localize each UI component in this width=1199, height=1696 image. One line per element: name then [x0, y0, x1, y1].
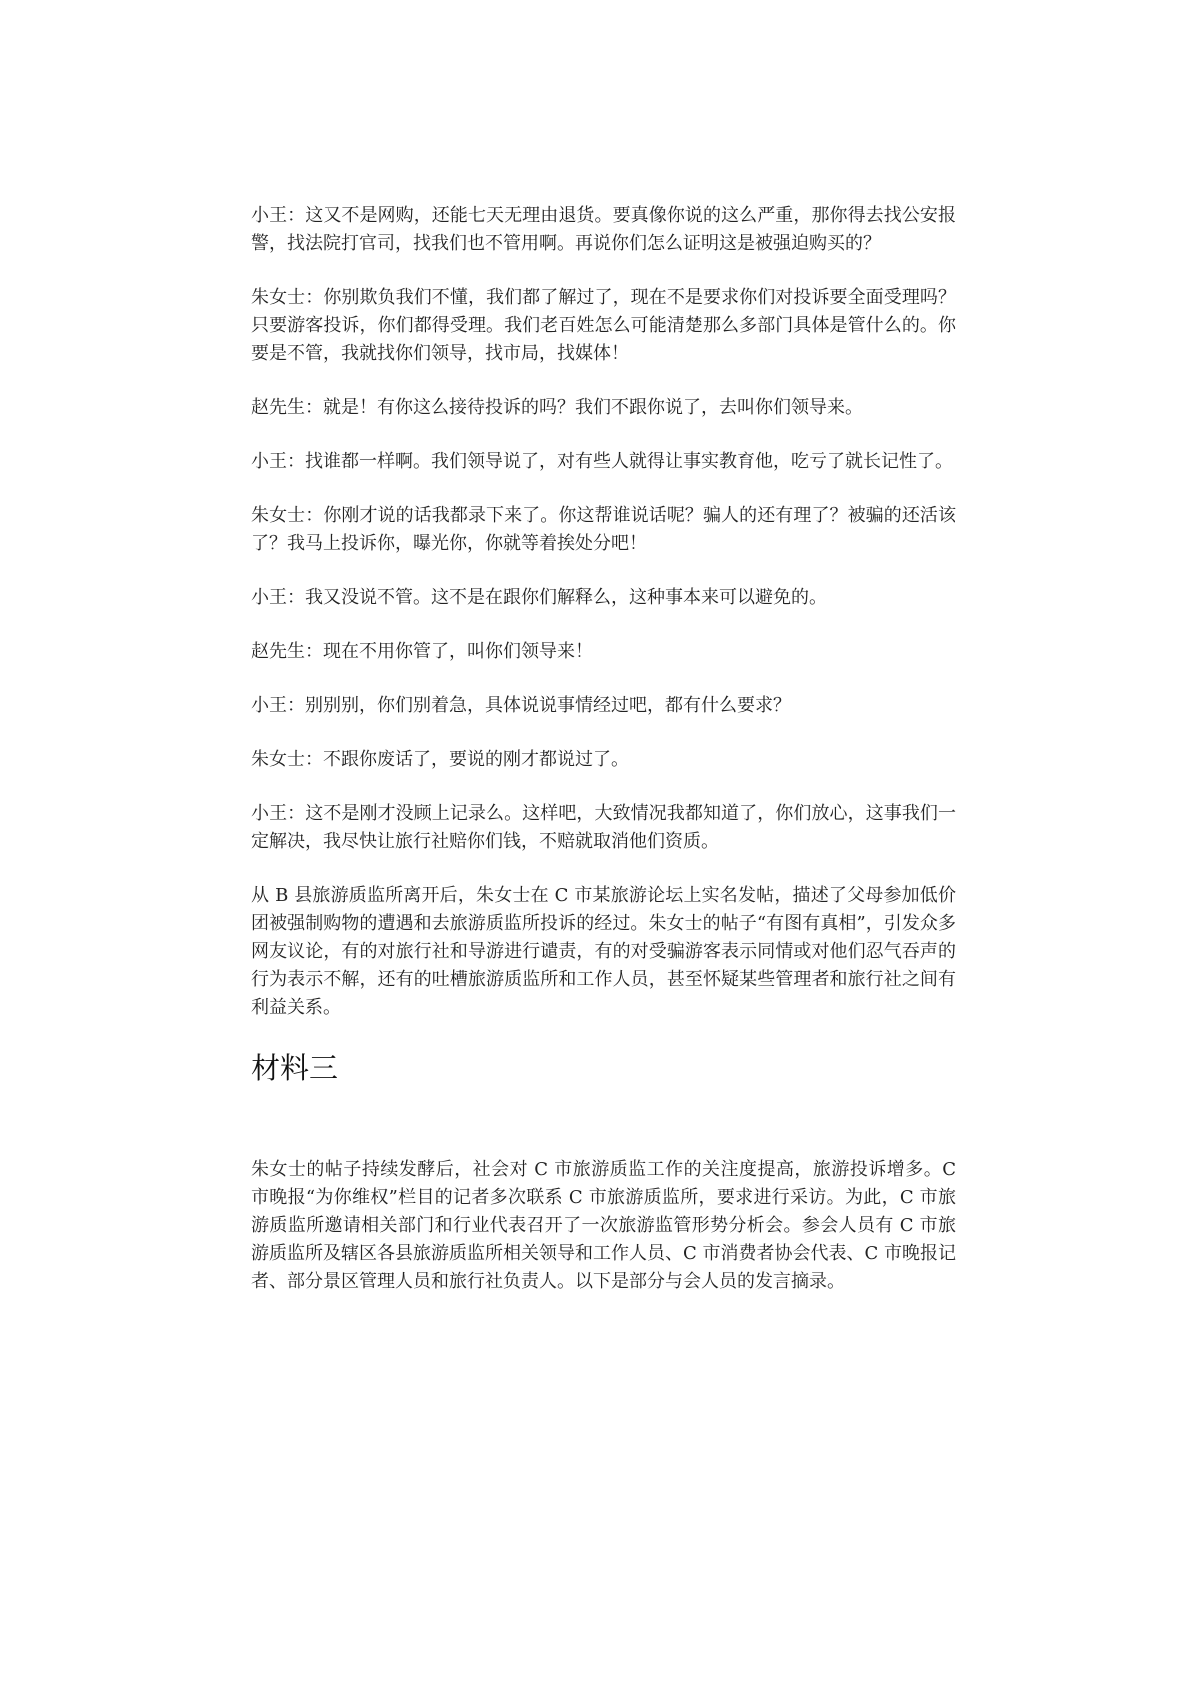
dialogue-paragraph: 朱女士：你别欺负我们不懂，我们都了解过了，现在不是要求你们对投诉要全面受理吗？只要游客投诉，你们都得受理。我们老百姓怎么可能清楚那么多部门具体是管什么的。你要是不管，我就找你们领导，找市局，找媒体！ [251, 287, 956, 364]
dialogue-paragraph: 朱女士：不跟你废话了，要说的刚才都说过了。 [251, 749, 629, 770]
dialogue-paragraph: 朱女士：你刚才说的话我都录下来了。你这帮谁说话呢？骗人的还有理了？被骗的还活该了？我马上投诉你，曝光你，你就等着挨处分吧！ [251, 505, 956, 554]
dialogue-paragraph: 小王：找谁都一样啊。我们领导说了，对有些人就得让事实教育他，吃亏了就长记性了。 [251, 451, 953, 472]
dialogue-paragraph: 小王：这又不是网购，还能七天无理由退货。要真像你说的这么严重，那你得去找公安报警，找法院打官司，找我们也不管用啊。再说你们怎么证明这是被强迫购买的？ [251, 205, 956, 254]
section-heading: 材料三 [251, 1051, 339, 1085]
dialogue-paragraph: 小王：别别别，你们别着急，具体说说事情经过吧，都有什么要求？ [251, 695, 791, 716]
dialogue-paragraph: 赵先生：就是！有你这么接待投诉的吗？我们不跟你说了，去叫你们领导来。 [251, 397, 863, 418]
dialogue-paragraph: 赵先生：现在不用你管了，叫你们领导来！ [251, 641, 593, 662]
document-body [251, 202, 956, 1322]
narrative-paragraph: 从 B 县旅游质监所离开后，朱女士在 C 市某旅游论坛上实名发帖，描述了父母参加低价团被强制购物的遭遇和去旅游质监所投诉的经过。朱女士的帖子“有图有真相”，引发众多网友议论，有的对旅行社和导游进行谴责，有的对受骗游客表示同情或对他们忍气吞声的行为表示不解，还有的吐槽旅游质监所和工作人员，甚至怀疑某些管理者和旅行社之间有利益关系。 [251, 885, 956, 1018]
dialogue-paragraph: 小王：我又没说不管。这不是在跟你们解释么，这种事本来可以避免的。 [251, 587, 827, 608]
narrative-paragraph: 朱女士的帖子持续发酵后，社会对 C 市旅游质监工作的关注度提高，旅游投诉增多。C 市晚报“为你维权”栏目的记者多次联系 C 市旅游质监所，要求进行采访。为此，C 市旅游质监所邀请相关部门和行业代表召开了一次旅游监管形势分析会。参会人员有 C 市旅游质监所及辖区各县旅游质监所相关领导和工作人员、C 市消费者协会代表、C 市晚报记者、部分景区管理人员和旅行社负责人。以下是部分与会人员的发言摘录。 [251, 1159, 956, 1292]
dialogue-paragraph: 小王：这不是刚才没顾上记录么。这样吧，大致情况我都知道了，你们放心，这事我们一定解决，我尽快让旅行社赔你们钱，不赔就取消他们资质。 [251, 803, 956, 852]
